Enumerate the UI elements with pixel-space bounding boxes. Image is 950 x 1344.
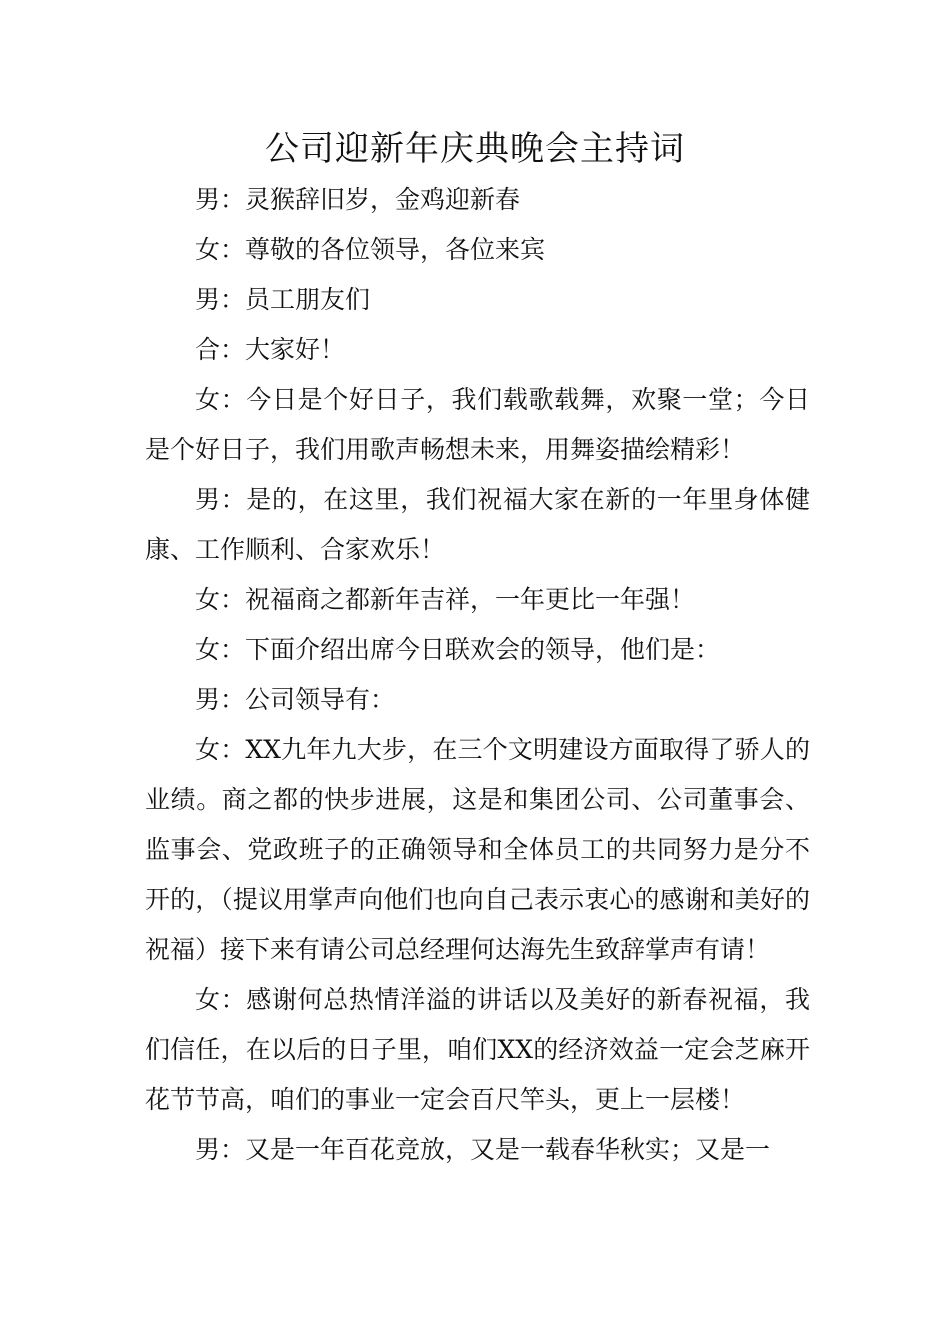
paragraph: 男：又是一年百花竞放，又是一载春华秋实；又是一 bbox=[195, 1135, 771, 1164]
document-title: 公司迎新年庆典晚会主持词 bbox=[265, 129, 685, 169]
paragraph: 女：今日是个好日子，我们载歌载舞，欢聚一堂；今日是个好日子，我们用歌声畅想未来，用舞姿描绘精彩！ bbox=[145, 385, 810, 464]
paragraph: 男：员工朋友们 bbox=[195, 285, 371, 314]
paragraph: 男：灵猴辞旧岁，金鸡迎新春 bbox=[195, 185, 521, 214]
paragraph: 女：尊敬的各位领导，各位来宾 bbox=[195, 235, 546, 264]
paragraph: 女：感谢何总热情洋溢的讲话以及美好的新春祝福，我们信任，在以后的日子里，咱们XX的经济效益一定会芝麻开花节节高，咱们的事业一定会百尺竿头，更上一层楼！ bbox=[145, 985, 810, 1114]
paragraph: 女：XX九年九大步，在三个文明建设方面取得了骄人的业绩。商之都的快步进展，这是和集团公司、公司董事会、监事会、党政班子的正确领导和全体员工的共同努力是分不开的，（提议用掌声向他们也向自己表示衷心的感谢和美好的祝福）接下来有请公司总经理何达海先生致辞掌声有请！ bbox=[145, 735, 810, 964]
paragraph: 女：祝福商之都新年吉祥，一年更比一年强！ bbox=[195, 585, 696, 614]
paragraph: 女：下面介绍出席今日联欢会的领导，他们是： bbox=[195, 635, 721, 664]
paragraph: 合：大家好！ bbox=[195, 335, 346, 364]
paragraph: 男：是的，在这里，我们祝福大家在新的一年里身体健康、工作顺利、合家欢乐！ bbox=[145, 485, 810, 564]
document-body bbox=[145, 175, 810, 1175]
paragraph: 男：公司领导有： bbox=[195, 685, 396, 714]
